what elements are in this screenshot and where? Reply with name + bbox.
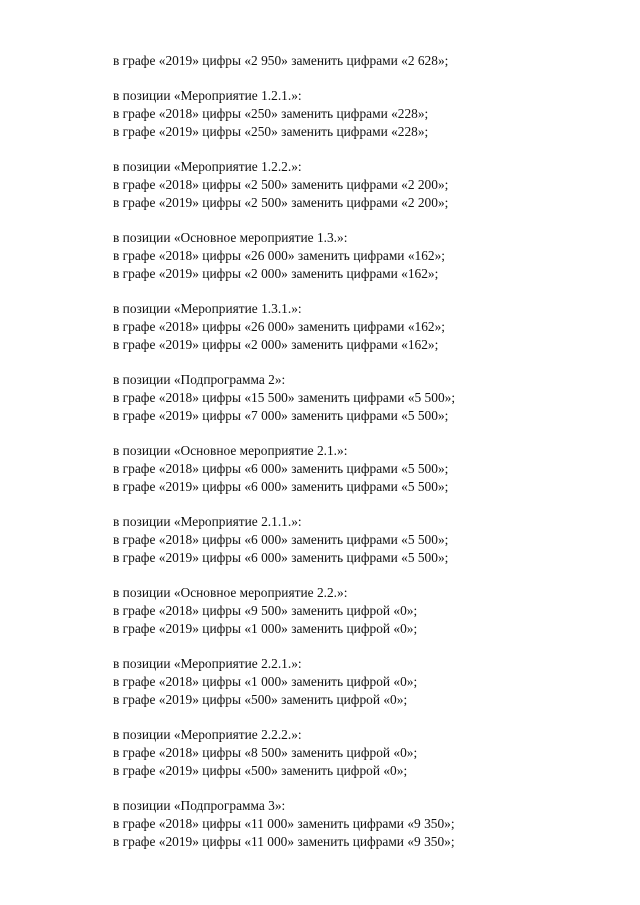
amendment-block xyxy=(113,52,613,70)
amendment-line: в графе «2019» цифры «500» заменить цифрой «0»; xyxy=(113,763,408,778)
amendment-line: в графе «2018» цифры «15 500» заменить цифрами «5 500»; xyxy=(113,390,456,405)
position-heading: в позиции «Основное мероприятие 2.1.»: xyxy=(113,443,348,458)
amendment-line: в графе «2018» цифры «26 000» заменить цифрами «162»; xyxy=(113,319,446,334)
amendment-line: в графе «2018» цифры «250» заменить цифрами «228»; xyxy=(113,106,429,121)
position-heading: в позиции «Мероприятие 1.2.1.»: xyxy=(113,88,302,103)
amendment-block xyxy=(113,726,613,780)
amendment-line: в графе «2019» цифры «2 000» заменить цифрами «162»; xyxy=(113,266,439,281)
position-heading: в позиции «Мероприятие 2.2.1.»: xyxy=(113,656,302,671)
amendment-block xyxy=(113,229,613,283)
amendment-line: в графе «2019» цифры «7 000» заменить цифрами «5 500»; xyxy=(113,408,449,423)
amendment-block xyxy=(113,584,613,638)
amendment-line: в графе «2019» цифры «6 000» заменить цифрами «5 500»; xyxy=(113,479,449,494)
position-heading: в позиции «Мероприятие 2.2.2.»: xyxy=(113,727,302,742)
amendment-line: в графе «2019» цифры «11 000» заменить цифрами «9 350»; xyxy=(113,834,455,849)
amendment-block xyxy=(113,442,613,496)
amendment-block xyxy=(113,797,613,851)
position-heading: в позиции «Основное мероприятие 1.3.»: xyxy=(113,230,348,245)
position-heading: в позиции «Мероприятие 2.1.1.»: xyxy=(113,514,302,529)
amendment-block xyxy=(113,87,613,141)
position-heading: в позиции «Подпрограмма 2»: xyxy=(113,372,286,387)
amendment-block xyxy=(113,300,613,354)
amendment-line: в графе «2019» цифры «500» заменить цифрой «0»; xyxy=(113,692,408,707)
document-body xyxy=(113,52,613,851)
position-heading: в позиции «Подпрограмма 3»: xyxy=(113,798,286,813)
amendment-line: в графе «2019» цифры «2 950» заменить цифрами «2 628»; xyxy=(113,53,449,68)
amendment-block xyxy=(113,655,613,709)
amendment-line: в графе «2018» цифры «6 000» заменить цифрами «5 500»; xyxy=(113,532,449,547)
amendment-line: в графе «2018» цифры «8 500» заменить цифрой «0»; xyxy=(113,745,418,760)
amendment-block xyxy=(113,513,613,567)
amendment-line: в графе «2018» цифры «26 000» заменить цифрами «162»; xyxy=(113,248,446,263)
amendment-line: в графе «2019» цифры «6 000» заменить цифрами «5 500»; xyxy=(113,550,449,565)
amendment-line: в графе «2019» цифры «1 000» заменить цифрой «0»; xyxy=(113,621,418,636)
amendment-line: в графе «2019» цифры «2 500» заменить цифрами «2 200»; xyxy=(113,195,449,210)
position-heading: в позиции «Мероприятие 1.2.2.»: xyxy=(113,159,302,174)
amendment-block xyxy=(113,158,613,212)
position-heading: в позиции «Мероприятие 1.3.1.»: xyxy=(113,301,302,316)
amendment-line: в графе «2019» цифры «250» заменить цифрами «228»; xyxy=(113,124,429,139)
amendment-line: в графе «2018» цифры «6 000» заменить цифрами «5 500»; xyxy=(113,461,449,476)
position-heading: в позиции «Основное мероприятие 2.2.»: xyxy=(113,585,348,600)
amendment-line: в графе «2018» цифры «9 500» заменить цифрой «0»; xyxy=(113,603,418,618)
amendment-line: в графе «2019» цифры «2 000» заменить цифрами «162»; xyxy=(113,337,439,352)
amendment-line: в графе «2018» цифры «1 000» заменить цифрой «0»; xyxy=(113,674,418,689)
amendment-block xyxy=(113,371,613,425)
amendment-line: в графе «2018» цифры «11 000» заменить цифрами «9 350»; xyxy=(113,816,455,831)
amendment-line: в графе «2018» цифры «2 500» заменить цифрами «2 200»; xyxy=(113,177,449,192)
